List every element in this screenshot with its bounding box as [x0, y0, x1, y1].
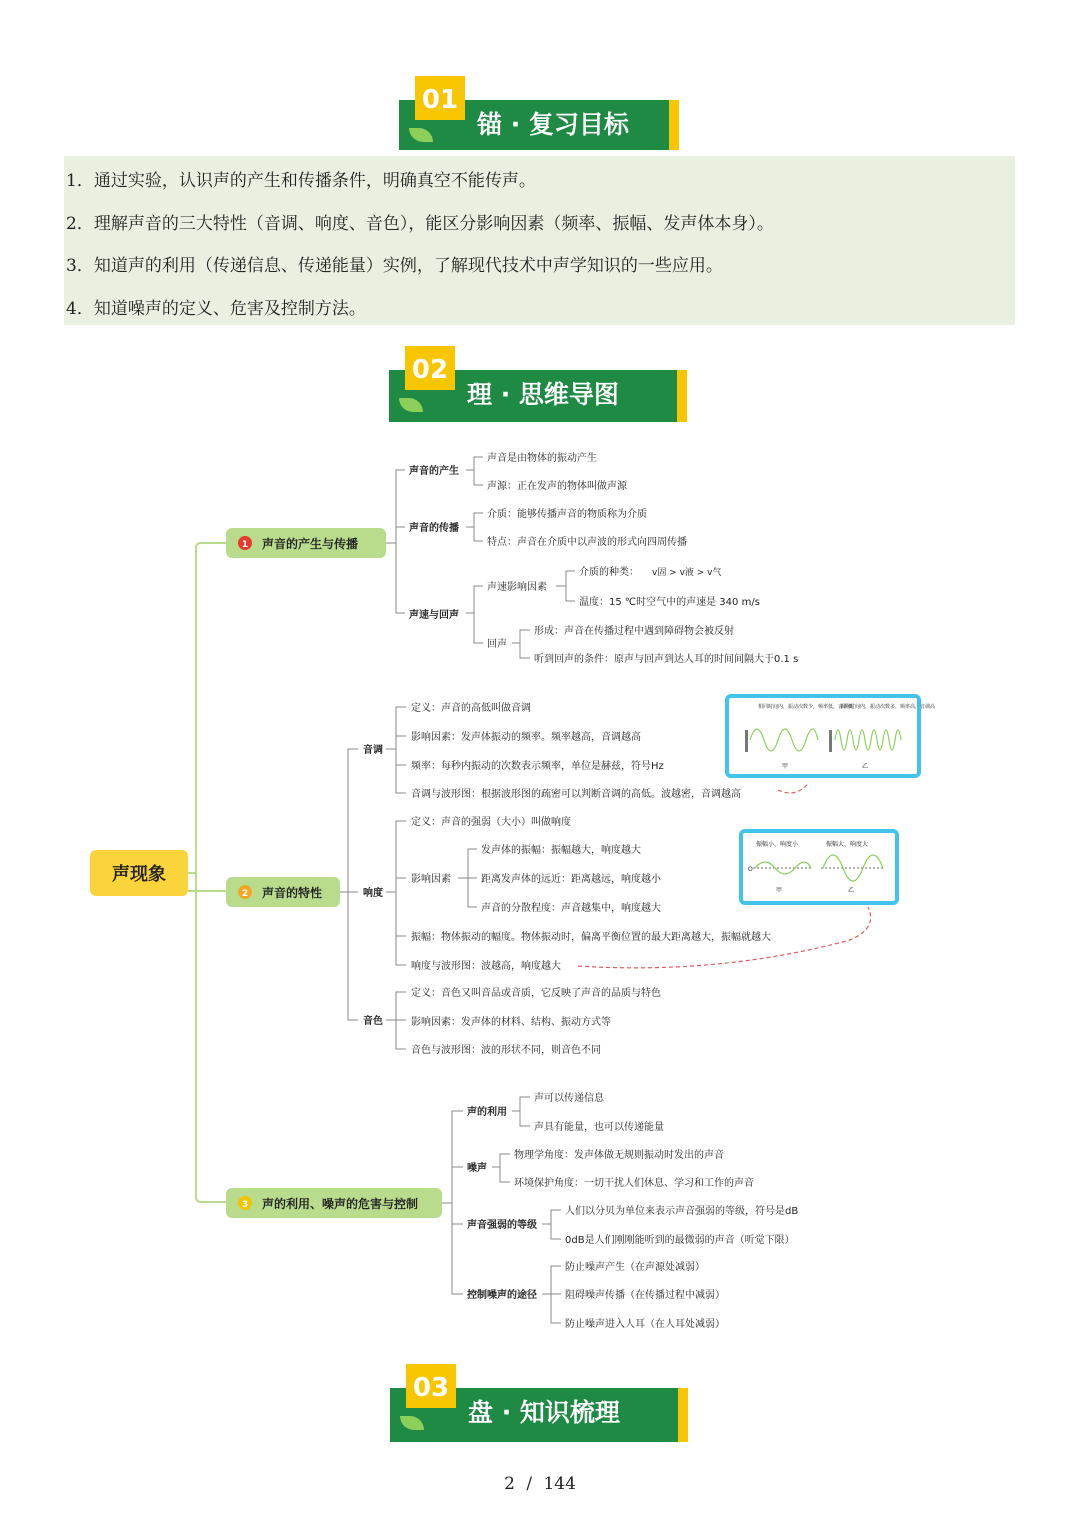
svg-text:特点：声音在介质中以声波的形式向四周传播: 特点：声音在介质中以声波的形式向四周传播 — [487, 537, 687, 548]
svg-text:回声: 回声 — [487, 639, 507, 650]
branch-1-label: 声音的产生与传播 — [262, 537, 359, 551]
section-number: 01 — [415, 76, 465, 120]
section-title: 盘 · 知识梳理 — [390, 1388, 688, 1442]
svg-text:音调: 音调 — [363, 745, 383, 756]
svg-text:音调与波形图：根据波形图的疏密可以判断音调的高低。波越密，音: 音调与波形图：根据波形图的疏密可以判断音调的高低。波越密，音调越高 — [411, 789, 741, 800]
svg-text:人们以分贝为单位来表示声音强弱的等级，符号是dB: 人们以分贝为单位来表示声音强弱的等级，符号是dB — [565, 1206, 799, 1217]
svg-text:定义：音色又叫音品或音质，它反映了声音的品质与特色: 定义：音色又叫音品或音质，它反映了声音的品质与特色 — [411, 988, 661, 999]
svg-text:听到回声的条件：原声与回声到达人耳的时间间隔大于0.1 s: 听到回声的条件：原声与回声到达人耳的时间间隔大于0.1 s — [534, 654, 799, 665]
svg-text:频率：每秒内振动的次数表示频率，单位是赫兹，符号Hz: 频率：每秒内振动的次数表示频率，单位是赫兹，符号Hz — [411, 761, 664, 772]
branch-2-label: 声音的特性 — [262, 886, 323, 900]
svg-text:环境保护角度：一切干扰人们休息、学习和工作的声音: 环境保护角度：一切干扰人们休息、学习和工作的声音 — [514, 1178, 754, 1189]
svg-text:响度与波形图：波越高，响度越大: 响度与波形图：波越高，响度越大 — [411, 961, 561, 972]
svg-text:发声体的振幅：振幅越大，响度越大: 发声体的振幅：振幅越大，响度越大 — [481, 845, 641, 856]
svg-text:振幅大，响度大: 振幅大，响度大 — [826, 841, 869, 848]
svg-text:振幅小，响度小: 振幅小，响度小 — [756, 841, 799, 848]
svg-text:防止噪声产生（在声源处减弱）: 防止噪声产生（在声源处减弱） — [565, 1262, 705, 1273]
svg-text:3: 3 — [241, 1200, 249, 1210]
svg-text:声具有能量，也可以传递能量: 声具有能量，也可以传递能量 — [534, 1122, 664, 1133]
svg-text:声可以传递信息: 声可以传递信息 — [534, 1093, 604, 1104]
goal-item: 1．通过实验，认识声的产生和传播条件，明确真空不能传声。 — [66, 171, 536, 191]
branch-3-label: 声的利用、噪声的危害与控制 — [262, 1197, 419, 1211]
svg-text:影响因素: 影响因素 — [411, 874, 451, 885]
svg-text:2: 2 — [241, 889, 249, 899]
section-header-03 — [390, 1364, 688, 1442]
svg-text:响度: 响度 — [363, 888, 383, 899]
pitch-wave-image — [727, 696, 935, 776]
svg-text:声音的产生: 声音的产生 — [409, 466, 459, 477]
svg-text:噪声: 噪声 — [467, 1163, 487, 1174]
section-title: 理 · 思维导图 — [389, 370, 687, 422]
svg-text:相同时间内，振动次数少，频率低，音调低: 相同时间内，振动次数少，频率低，音调低 — [758, 704, 854, 710]
svg-text:介质：能够传播声音的物质称为介质: 介质：能够传播声音的物质称为介质 — [487, 509, 647, 520]
svg-text:0dB是人们刚刚能听到的最微弱的声音（听觉下限）: 0dB是人们刚刚能听到的最微弱的声音（听觉下限） — [565, 1235, 795, 1246]
svg-text:O: O — [748, 866, 753, 873]
svg-text:声速影响因素: 声速影响因素 — [487, 582, 547, 593]
svg-text:音色与波形图：波的形状不同，则音色不同: 音色与波形图：波的形状不同，则音色不同 — [411, 1045, 601, 1056]
svg-text:乙: 乙 — [848, 887, 855, 894]
section-number: 02 — [405, 346, 455, 390]
svg-text:甲: 甲 — [782, 763, 789, 770]
svg-text:声速与回声: 声速与回声 — [409, 610, 459, 621]
svg-text:影响因素：发声体振动的频率。频率越高，音调越高: 影响因素：发声体振动的频率。频率越高，音调越高 — [411, 732, 641, 743]
svg-text:声的利用: 声的利用 — [467, 1107, 507, 1118]
svg-text:音色: 音色 — [363, 1016, 383, 1027]
goal-item: 2．理解声音的三大特性（音调、响度、音色），能区分影响因素（频率、振幅、发声体本身）。 — [66, 214, 774, 234]
goal-item: 4．知道噪声的定义、危害及控制方法。 — [66, 299, 366, 319]
section-title: 锚 · 复习目标 — [399, 100, 679, 150]
svg-text:声源：正在发声的物体叫做声源: 声源：正在发声的物体叫做声源 — [487, 481, 627, 492]
svg-text:介质的种类：: 介质的种类： — [579, 567, 639, 578]
section-number: 03 — [406, 1364, 456, 1408]
svg-text:影响因素：发声体的材料、结构、振动方式等: 影响因素：发声体的材料、结构、振动方式等 — [411, 1017, 611, 1028]
root-label: 声现象 — [112, 864, 166, 885]
svg-text:形成：声音在传播过程中遇到障碍物会被反射: 形成：声音在传播过程中遇到障碍物会被反射 — [534, 626, 734, 637]
svg-text:声音强弱的等级: 声音强弱的等级 — [467, 1220, 537, 1231]
svg-text:温度：15 ℃时空气中的声速是 340 m/s: 温度：15 ℃时空气中的声速是 340 m/s — [579, 597, 760, 608]
pitch-dashed-arrow — [778, 784, 808, 793]
svg-text:振幅：物体振动的幅度。物体振动时，偏离平衡位置的最大距离越大: 振幅：物体振动的幅度。物体振动时，偏离平衡位置的最大距离越大，振幅就越大 — [411, 932, 771, 943]
loudness-wave-image — [741, 831, 897, 903]
svg-text:定义：声音的强弱（大小）叫做响度: 定义：声音的强弱（大小）叫做响度 — [411, 817, 571, 828]
svg-text:乙: 乙 — [862, 763, 869, 770]
svg-text:1: 1 — [241, 540, 249, 550]
svg-text:v固 > v液 > v气: v固 > v液 > v气 — [652, 568, 722, 578]
svg-text:声音的分散程度：声音越集中，响度越大: 声音的分散程度：声音越集中，响度越大 — [481, 903, 661, 914]
svg-text:声音是由物体的振动产生: 声音是由物体的振动产生 — [487, 453, 597, 464]
svg-text:定义：声音的高低叫做音调: 定义：声音的高低叫做音调 — [411, 703, 531, 714]
svg-text:控制噪声的途径: 控制噪声的途径 — [467, 1290, 537, 1301]
svg-text:防止噪声进入人耳（在人耳处减弱）: 防止噪声进入人耳（在人耳处减弱） — [565, 1319, 725, 1330]
svg-text:声音的传播: 声音的传播 — [409, 523, 459, 534]
svg-text:距离发声体的远近：距离越远，响度越小: 距离发声体的远近：距离越远，响度越小 — [481, 874, 661, 885]
svg-text:相同时间内，振动次数多，频率高，音调高: 相同时间内，振动次数多，频率高，音调高 — [840, 704, 936, 710]
goal-item: 3．知道声的利用（传递信息、传递能量）实例，了解现代技术中声学知识的一些应用。 — [66, 256, 723, 276]
svg-text:甲: 甲 — [776, 887, 783, 894]
svg-text:物理学角度：发声体做无规则振动时发出的声音: 物理学角度：发声体做无规则振动时发出的声音 — [514, 1150, 724, 1161]
svg-text:阻碍噪声传播（在传播过程中减弱）: 阻碍噪声传播（在传播过程中减弱） — [565, 1290, 725, 1301]
page-number: 2 / 144 — [504, 1474, 576, 1494]
